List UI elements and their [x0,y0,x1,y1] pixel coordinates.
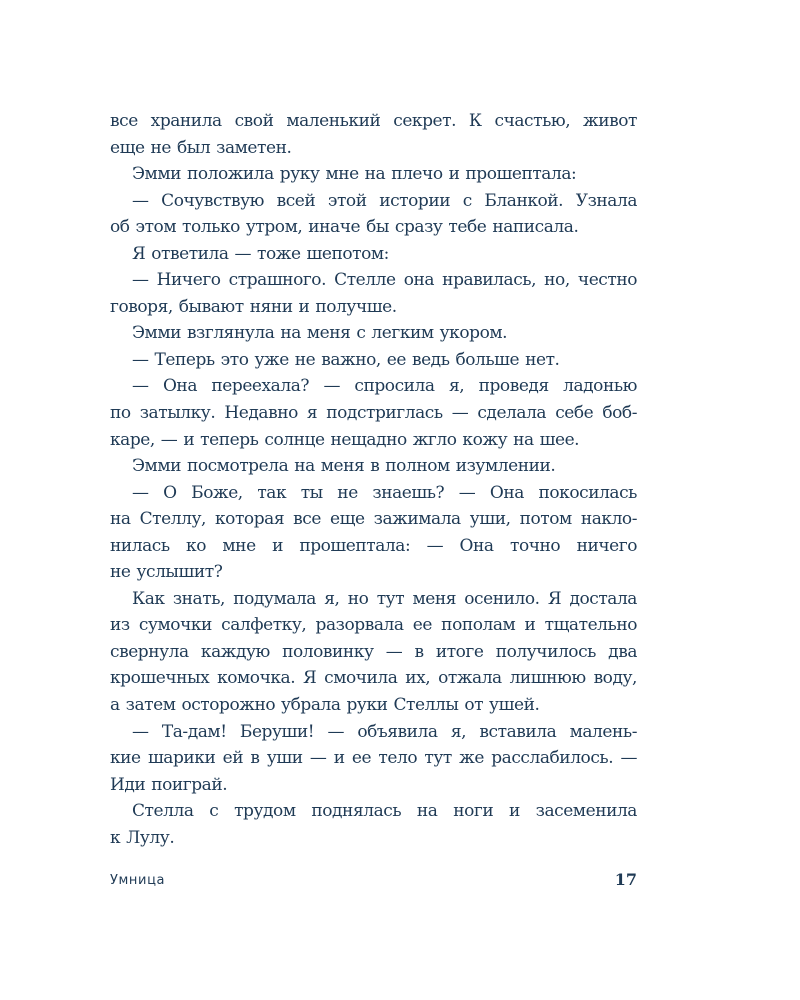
text-line: — Сочувствую всей этой истории с Бланкой. Узнала [132,190,637,211]
text-line: — Ничего страшного. Стелле она нравилась, но, честно [132,270,637,291]
text-line: крошечных комочка. Я смочила их, отжала лишнюю воду, [110,668,637,689]
text-line: — Теперь это уже не важно, ее ведь больше нет. [132,349,560,370]
body-text [110,108,637,851]
text-line: Иди поиграй. [110,774,228,795]
text-line: об этом только утром, иначе бы сразу тебе написала. [110,217,579,238]
text-line: не услышит? [110,562,223,583]
text-line: Эмми взглянула на меня с легким укором. [132,323,508,344]
running-footer-title: Умница [110,873,166,888]
text-line: — О Боже, так ты не знаешь? — Она покосилась [132,482,637,503]
text-line: каре, — и теперь солнце нещадно жгло кожу на шее. [110,429,580,450]
text-line: Как знать, подумала я, но тут меня осенило. Я достала [132,588,637,609]
text-line: из сумочки салфетку, разорвала ее пополам и тщательно [110,615,637,636]
text-line: Эмми посмотрела на меня в полном изумлении. [132,456,556,477]
text-line: все хранила свой маленький секрет. К счастью, живот [110,111,637,131]
text-line: — Она переехала? — спросила я, проведя ладонью [132,376,637,397]
text-line: Я ответила — тоже шепотом: [132,243,389,264]
text-line: по затылку. Недавно я подстриглась — сделала себе боб- [110,403,637,424]
text-line: свернула каждую половинку — в итоге получилось два [110,641,637,662]
text-line: на Стеллу, которая все еще зажимала уши, потом накло- [110,509,637,530]
text-line: еще не был заметен. [110,137,292,158]
text-line: говоря, бывают няни и получше. [110,296,397,317]
text-line: Стелла с трудом поднялась на ноги и засеменила [132,801,637,822]
text-line: к Лулу. [110,827,175,848]
text-line: — Та-дам! Беруши! — объявила я, вставила малень- [132,721,637,742]
text-line: а затем осторожно убрала руки Стеллы от ушей. [110,695,540,716]
text-line: кие шарики ей в уши — и ее тело тут же расслабилось. — [110,748,637,769]
text-line: нилась ко мне и прошептала: — Она точно ничего [110,535,637,556]
text-line: Эмми положила руку мне на плечо и прошептала: [132,164,577,185]
page-number: 17 [614,870,637,889]
